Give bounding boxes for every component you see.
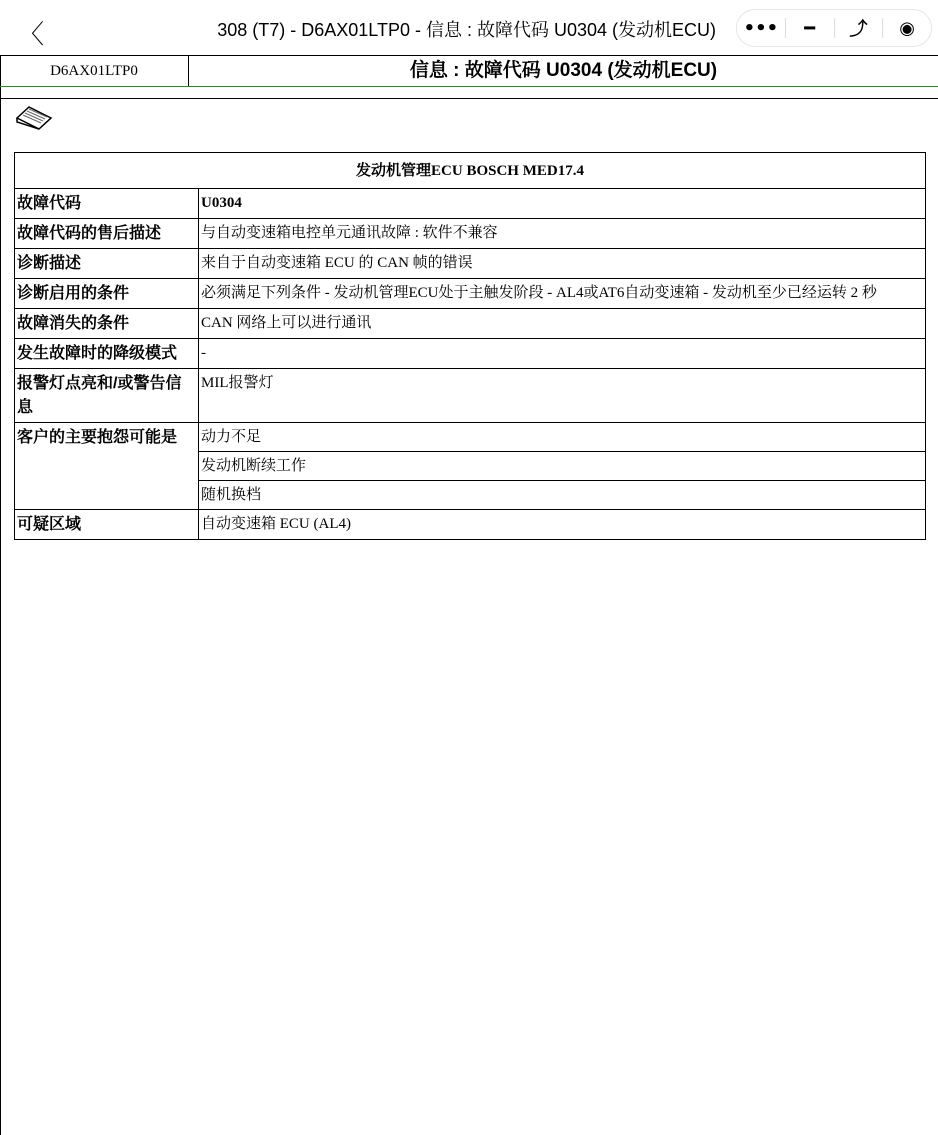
row-label: 发生故障时的降级模式 bbox=[15, 339, 199, 369]
row-label: 诊断启用的条件 bbox=[15, 279, 199, 309]
complaint-item: 发动机断续工作 bbox=[199, 452, 926, 481]
manual-book-icon[interactable] bbox=[15, 104, 53, 130]
row-label: 故障代码的售后描述 bbox=[15, 219, 199, 249]
row-label: 故障代码 bbox=[15, 189, 199, 219]
table-row bbox=[15, 423, 926, 452]
complaint-item: 随机换档 bbox=[199, 481, 926, 510]
row-value: MIL报警灯 bbox=[199, 369, 926, 423]
left-border bbox=[0, 55, 1, 1135]
row-label: 可疑区域 bbox=[15, 510, 199, 540]
row-label: 客户的主要抱怨可能是 bbox=[15, 423, 199, 510]
table-row bbox=[15, 279, 926, 309]
table-row bbox=[15, 339, 926, 369]
row-label: 故障消失的条件 bbox=[15, 309, 199, 339]
title-bar bbox=[0, 0, 938, 55]
table-row bbox=[15, 219, 926, 249]
back-arrow-icon[interactable]: 〈 bbox=[18, 20, 45, 50]
document-title: 信息 : 故障代码 U0304 (发动机ECU) bbox=[409, 60, 718, 81]
row-label: 诊断描述 bbox=[15, 249, 199, 279]
table-row bbox=[15, 189, 926, 219]
divider bbox=[0, 98, 938, 99]
table-row bbox=[15, 369, 926, 423]
table-row bbox=[15, 510, 926, 540]
table-row bbox=[15, 309, 926, 339]
table-row bbox=[15, 249, 926, 279]
row-value: CAN 网络上可以进行通讯 bbox=[199, 309, 926, 339]
document-code: D6AX01LTP0 bbox=[0, 56, 189, 86]
row-value: 来自于自动变速箱 ECU 的 CAN 帧的错误 bbox=[199, 249, 926, 279]
row-value: - bbox=[199, 339, 926, 369]
fault-info-table bbox=[14, 152, 926, 540]
complaint-item: 动力不足 bbox=[199, 423, 926, 452]
row-value: 与自动变速箱电控单元通讯故障 : 软件不兼容 bbox=[199, 219, 926, 249]
window-title: 308 (T7) - D6AX01LTP0 - 信息 : 故障代码 U0304 (发动机ECU) bbox=[217, 20, 716, 40]
window-controls bbox=[736, 9, 932, 47]
row-value: U0304 bbox=[199, 189, 926, 219]
divider bbox=[0, 86, 938, 87]
restore-icon[interactable]: ⤴ bbox=[849, 19, 868, 40]
table-caption: 发动机管理ECU BOSCH MED17.4 bbox=[15, 153, 926, 189]
more-icon[interactable]: ••• bbox=[743, 17, 779, 39]
close-target-icon[interactable]: ◉ bbox=[899, 17, 915, 39]
row-value: 必须满足下列条件 - 发动机管理ECU处于主触发阶段 - AL4或AT6自动变速箱 - 发动机至少已经运转 2 秒 bbox=[199, 279, 926, 309]
row-value: 自动变速箱 ECU (AL4) bbox=[199, 510, 926, 540]
minimize-icon[interactable]: ━ bbox=[804, 17, 816, 39]
document-header bbox=[0, 55, 938, 86]
row-label: 报警灯点亮和/或警告信息 bbox=[15, 369, 199, 423]
